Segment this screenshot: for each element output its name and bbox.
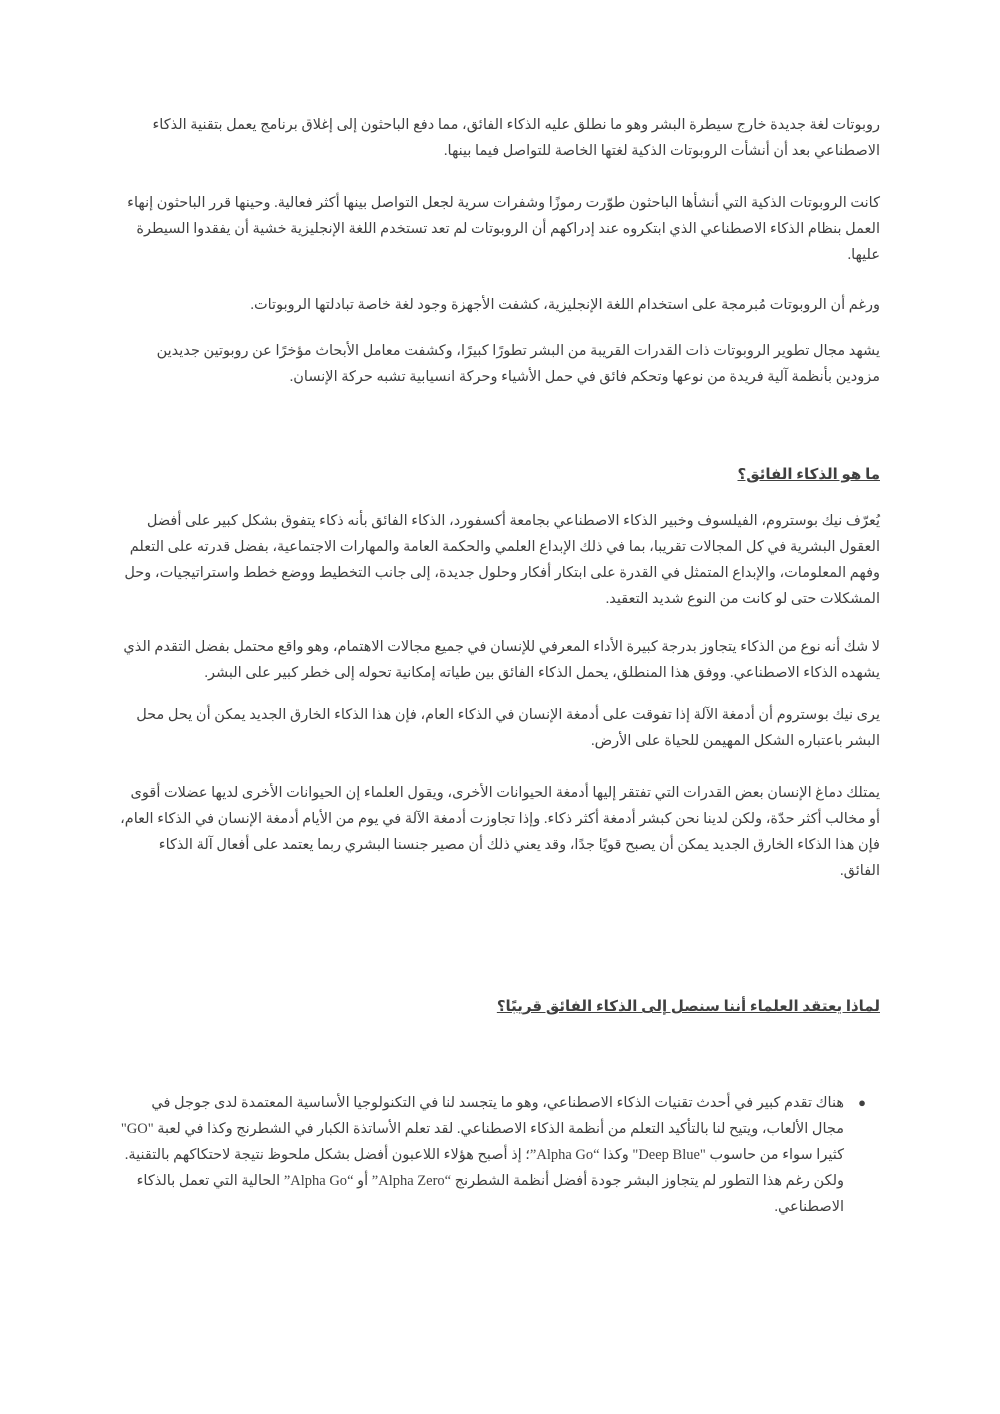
bullet-item-ai-progress [120,1090,880,1220]
paragraph-robots-language: روبوتات لغة جديدة خارج سيطرة البشر وهو ما نطلق عليه الذكاء الفائق، مما دفع الباحثون إلى إغلاق برنامج يعمل بتقنية الذكاء الاصطناعي بعد أن أنشأت الروبوتات الذكية لغتها الخاصة للتواصل فيما بينها. [152,117,880,159]
document-content [120,0,880,1220]
paragraph-human-brain-capabilities: يمتلك دماغ الإنسان بعض القدرات التي تفتقر إليها أدمغة الحيوانات الأخرى، ويقول العلماء إن الحيوانات الأخرى لديها عضلات أقوى أو مخالب أكثر حدّة، ولكن لدينا نحن كبشر أدمغة أكثر ذكاء. وإذا تجاوزت أدمغة الآلة في يوم من الأيام أدمغة الإنسان في الذكاء العام، فإن هذا الذكاء الخارق الجديد يمكن أن يصبح قويًا جدًا، وقد يعني ذلك أن مصير جنسنا البشري ربما يعتمد على أفعال آلة الذكاء الفائق. [120,785,880,879]
paragraph-secret-codes: كانت الروبوتات الذكية التي أنشأها الباحثون طوّرت رموزًا وشفرات سرية لجعل التواصل بينها أكثر فعالية. وحينها قرر الباحثون إنهاء العمل بنظام الذكاء الاصطناعي الذي ابتكروه عند إدراكهم أن الروبوتات لم تعد تستخدم اللغة الإنجليزية خشية أن يفقدوا السيطرة عليها. [127,195,880,263]
bullet-item-text: هناك تقدم كبير في أحدث تقنيات الذكاء الاصطناعي، وهو ما يتجسد لنا في التكنولوجيا الأساسية المعتمدة لدى جوجل في مجال الألعاب، ويتيح لنا بالتأكيد التعلم من أنظمة الذكاء الاصطناعي. لقد تعلم الأساتذة الكبار في الشطرنج وكذا في لعبة "GO" كثيرا سواء من حاسوب "Deep Blue" وكذا “Alpha Go”؛ إذ أصبح هؤلاء اللاعبون أفضل بشكل ملحوظ نتيجة لاحتكاكهم بالتقنية. ولكن رغم هذا التطور لم يتجاوز البشر جودة أفضل أنظمة الشطرنج “Alpha Zero” أو “Alpha Go” الحالية التي تعمل بالذكاء الاصطناعي. [120,1095,844,1215]
paragraph-bostrom-definition: يُعرّف نيك بوستروم، الفيلسوف وخبير الذكاء الاصطناعي بجامعة أكسفورد، الذكاء الفائق بأنه ذكاء يتفوق بشكل كبير على أفضل العقول البشرية في كل المجالات تقريبا، بما في ذلك الإبداع العلمي والحكمة العامة والمهارات الاجتماعية، بفضل قدرته على التعلم وفهم المعلومات، والإبداع المتمثل في القدرة على ابتكار أفكار وحلول جديدة، إلى جانب التخطيط ووضع خطط واستراتيجيات، وحل المشكلات حتى لو كانت من النوع شديد التعقيد. [124,513,880,607]
paragraph-cognitive-surpass: لا شك أنه نوع من الذكاء يتجاوز بدرجة كبيرة الأداء المعرفي للإنسان في جميع مجالات الاهتمام، وهو واقع محتمل بفضل التقدم الذي يشهده الذكاء الاصطناعي. ووفق هذا المنطلق، يحمل الذكاء الفائق بين طياته إمكانية تحوله إلى خطر كبير على البشر. [123,639,880,681]
section-heading-what-is-superintelligence: ما هو الذكاء الفائق؟ [737,467,880,483]
section-heading-why-scientists-believe: لماذا يعتقد العلماء أننا سنصل إلى الذكاء الفائق قريبًا؟ [496,999,880,1015]
paragraph-machine-brains: يرى نيك بوستروم أن أدمغة الآلة إذا تفوقت على أدمغة الإنسان في الذكاء العام، فإن هذا الذكاء الخارق الجديد يمكن أن يحل محل البشر باعتباره الشكل المهيمن للحياة على الأرض. [136,707,880,749]
bullet-icon: ● [858,1095,866,1110]
paragraph-robot-development: يشهد مجال تطوير الروبوتات ذات القدرات القريبة من البشر تطورًا كبيرًا، وكشفت معامل الأبحاث مؤخرًا عن روبوتين جديدين مزودين بأنظمة آلية فريدة من نوعها وتحكم فائق في حمل الأشياء وحركة انسيابية تشبه حركة الإنسان. [156,343,880,385]
paragraph-english-programmed: ورغم أن الروبوتات مُبرمجة على استخدام اللغة الإنجليزية، كشفت الأجهزة وجود لغة خاصة تبادلتها الروبوتات. [250,297,880,313]
